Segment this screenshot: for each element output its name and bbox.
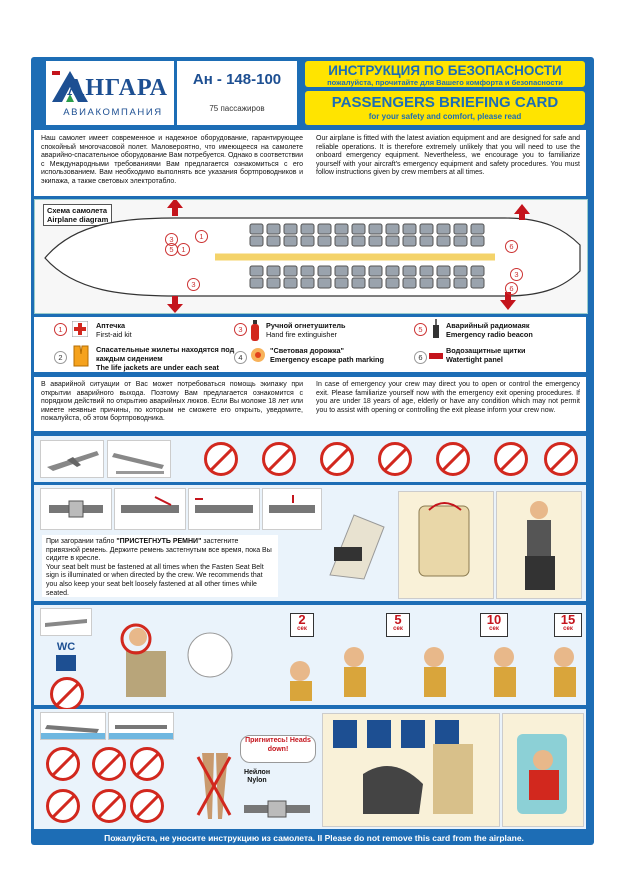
no-high-heels-icon <box>46 789 80 823</box>
seatbelt-release-icon <box>263 489 321 529</box>
seatbelt-step-3 <box>188 488 260 530</box>
passenger-seat <box>454 278 467 288</box>
passenger-seat <box>267 266 280 276</box>
passenger-seat <box>284 236 297 246</box>
exit-text-ru: В аварийной ситуации от Вас может потребоваться помощь экипажу при открытии аварийного выхода. Поэтому Вам предлагается ознакомится с порядком действий по открытию аварийных люков. Если Вы моложе 18 лет или имеете неявные причины, по которым не сможете его открыть, уведомите, пожалуйста, об этом бортпроводника. <box>41 381 303 423</box>
diagram-label-ru: Схема самолета <box>47 206 108 215</box>
prohibition-row <box>34 436 586 482</box>
passenger-seat <box>250 278 263 288</box>
passenger-seat <box>352 236 365 246</box>
passenger-seat <box>335 278 348 288</box>
legend-num-1: 1 <box>54 323 67 336</box>
passenger-seat <box>284 266 297 276</box>
no-game-icon <box>378 442 412 476</box>
passenger-seat <box>454 266 467 276</box>
passenger-seat <box>250 224 263 234</box>
passenger-seat <box>250 236 263 246</box>
passenger-seat <box>301 236 314 246</box>
legend-num-4: 4 <box>234 351 247 364</box>
aircraft-ditching-icon <box>41 713 105 739</box>
footer-note: Пожалуйста, не уносите инструкцию из самолета. II Please do not remove this card from the airplane. <box>104 833 524 843</box>
wc-sign-icon <box>56 655 76 671</box>
watertight-panel-icon <box>429 353 443 359</box>
diagram-marker-6b: 6 <box>505 282 518 295</box>
passenger-seat <box>318 278 331 288</box>
passenger-seat <box>352 278 365 288</box>
passenger-seat <box>454 236 467 246</box>
legend-ru-2: Спасательные жилеты находятся под каждым сидением <box>96 345 235 363</box>
timer-unit-15: сек <box>563 626 573 632</box>
aircraft-slide-icon <box>109 713 173 739</box>
lavatory-aircraft-picture <box>40 608 92 636</box>
passenger-seat <box>369 278 382 288</box>
passenger-seat <box>420 224 433 234</box>
diagram-marker-1: 1 <box>195 230 208 243</box>
diagram-marker-5: 5 <box>165 243 178 256</box>
escape-path-icon <box>250 347 266 363</box>
timer-unit-5: сек <box>393 626 403 632</box>
brace-position-icon <box>323 714 499 826</box>
passenger-seat <box>301 278 314 288</box>
nylon-label <box>234 769 280 785</box>
intro-panel <box>34 130 586 196</box>
passenger-seat <box>284 224 297 234</box>
legend-item-5 <box>446 321 581 339</box>
timer-badge-10 <box>480 613 508 637</box>
diagram-marker-3: 3 <box>165 233 178 246</box>
no-cd-player-icon <box>262 442 296 476</box>
passenger-seat <box>301 224 314 234</box>
passenger-seat <box>335 266 348 276</box>
oxygen-mask-steps-picture <box>324 635 584 701</box>
nylon-label-ru: Нейлон <box>243 769 271 776</box>
seated-passenger-picture <box>496 491 582 599</box>
passenger-seat <box>318 236 331 246</box>
passenger-seat <box>471 224 484 234</box>
passenger-seat <box>437 278 450 288</box>
ditching-aircraft-picture <box>40 712 106 740</box>
life-jacket-icon <box>72 344 90 368</box>
oxygen-mask-section <box>34 605 586 705</box>
passenger-seat <box>318 266 331 276</box>
passenger-seat <box>420 278 433 288</box>
fuselage-drawing <box>35 200 587 313</box>
heads-down-bubble: Пригнитесь! Heads down! <box>240 735 316 763</box>
equipment-legend <box>34 317 586 372</box>
passenger-seat <box>437 266 450 276</box>
legend-en-2: The life jackets are under each seat <box>96 363 219 372</box>
legend-item-3 <box>266 321 416 339</box>
seatbelt-text-ru: застегните привязной ремень. Держите ремень застегнутым все время, пока Вы сидите в кресле. <box>46 538 272 563</box>
timer-unit-2: сек <box>297 626 307 632</box>
radio-beacon-icon <box>431 319 441 339</box>
intro-text-en: Our airplane is fitted with the latest aviation equipment and are designed for safe and reliable operations. It is therefore extremely unlikely that you will need to use the onboard emergency equipment. Nevertheless, we encourage you to familiarize yourself with your aircraft's emergency equipment and safety procedures. You must follow instructions given by crew members at all times. <box>316 135 580 177</box>
airline-name: АНГАРА <box>67 75 168 101</box>
no-shaver-icon <box>544 442 578 476</box>
passenger-seat <box>267 278 280 288</box>
seatbelt-text <box>42 535 278 597</box>
seatbelt-text-ru-prefix: При загорании табло <box>46 538 115 545</box>
passenger-seat <box>454 224 467 234</box>
aircraft-takeoff-picture <box>40 440 104 478</box>
brace-position-picture <box>322 713 500 827</box>
passenger-seat <box>369 266 382 276</box>
passenger-seat <box>352 266 365 276</box>
legend-num-6: 6 <box>414 351 427 364</box>
passenger-seat <box>386 266 399 276</box>
title-ru-banner <box>305 61 585 87</box>
legend-ru-3: Ручной огнетушитель <box>266 321 346 330</box>
exit-instructions-panel <box>34 377 586 431</box>
title-ru: ИНСТРУКЦИЯ ПО БЕЗОПАСНОСТИ <box>328 63 562 78</box>
passenger-seat <box>420 236 433 246</box>
exit-text-en: In case of emergency your crew may direct you to open or control the emergency exit. Please familiarize yourself now with the emergency exit opening procedures. If you are under 18 years of age, elderly or have any condition which may not permit you to assist with opening or controlling the exit please inform your crew now. <box>316 381 580 414</box>
seat-recline-icon <box>399 492 493 598</box>
no-smoking-passenger-picture <box>96 611 176 701</box>
legend-en-4: Emergency escape path marking <box>270 355 384 364</box>
passenger-capacity: 75 пассажиров <box>209 104 265 113</box>
seatbelt-step-2 <box>114 488 186 530</box>
timer-badge-2 <box>290 613 314 637</box>
legend-en-1: First-aid kit <box>96 330 132 339</box>
intro-text-ru: Наш самолет имеет современное и надежное оборудование, гарантирующее спокойный многочасовой полет. Маловероятно, что имеющееся на самолете аварийно-спасательное оборудование Вам потребуется. Однако в соответствии с Международными требованиями Вам предлагается ознакомиться с его использованием. Вам необходимо выполнять все указания бортпроводников и экипажа, а также световых электротабло. <box>41 135 303 185</box>
passenger-seat <box>369 236 382 246</box>
fasten-seatbelt-sign: "ПРИСТЕГНУТЬ РЕМНИ" <box>116 538 202 545</box>
seatbelt-tighten-icon <box>189 489 259 529</box>
aircraft-model-box <box>177 61 297 125</box>
passenger-seat <box>437 224 450 234</box>
passenger-seat <box>267 236 280 246</box>
briefing-card <box>31 57 594 845</box>
seatbelt-step-1 <box>40 488 112 530</box>
passenger-seat <box>335 236 348 246</box>
aircraft-icon <box>41 609 91 635</box>
subtitle-ru: пожалуйста, прочитайте для Вашего комфорта и безопасности <box>327 78 563 87</box>
seatbelt-brace-picture <box>240 793 314 825</box>
passenger-seat <box>267 224 280 234</box>
passenger-seat <box>471 236 484 246</box>
no-jewelry-icon <box>92 789 126 823</box>
passenger-seat <box>386 236 399 246</box>
tray-table-picture <box>324 505 394 585</box>
landing-icon <box>108 441 170 477</box>
no-dentures-icon <box>130 789 164 823</box>
legend-en-6: Watertight panel <box>446 355 503 364</box>
seatbelt-fasten-icon <box>115 489 185 529</box>
passenger-seat <box>250 266 263 276</box>
passenger-seat <box>352 224 365 234</box>
wc-label: WC <box>56 641 76 653</box>
no-smoking-lavatory-icon <box>50 677 84 711</box>
seatbelt-step-4 <box>262 488 322 530</box>
child-brace-picture <box>502 713 584 827</box>
passenger-seat <box>471 278 484 288</box>
legend-en-3: Hand fire extinguisher <box>266 330 337 339</box>
passenger-seat <box>420 266 433 276</box>
nylon-stockings-picture <box>194 749 234 823</box>
no-pen-icon <box>46 747 80 781</box>
timer-unit-10: сек <box>489 626 499 632</box>
legend-item-6 <box>446 346 581 364</box>
legend-ru-6: Водозащитные щитки <box>446 346 526 355</box>
diagram-marker-3b: 3 <box>187 278 200 291</box>
aircraft-model: Ан - 148-100 <box>192 71 282 88</box>
seatbelt-text-en: Your seat belt must be fastened at all times when the Fasten Seat Belt sign is illuminated or when directed by the crew. We recommends that you also keep your seat belt loosely fastened at all other times while seated. <box>46 563 264 597</box>
no-music-player-icon <box>436 442 470 476</box>
no-laptop-icon <box>204 442 238 476</box>
timer-value-15: 15 <box>560 612 576 627</box>
passenger-seated-icon <box>497 492 581 598</box>
timer-badge-5 <box>386 613 410 637</box>
no-tie-icon <box>130 747 164 781</box>
diagram-marker-3c: 3 <box>510 268 523 281</box>
slide-aircraft-picture <box>108 712 174 740</box>
timer-value-5: 5 <box>394 612 402 627</box>
no-electronics-icon <box>320 442 354 476</box>
passenger-seat <box>403 278 416 288</box>
passenger-seat <box>471 266 484 276</box>
legend-num-5: 5 <box>414 323 427 336</box>
child-brace-icon <box>503 714 583 826</box>
passenger-seat <box>284 278 297 288</box>
airplane-diagram <box>34 199 588 314</box>
timer-value-2: 2 <box>298 612 306 627</box>
nylon-label-en: Nylon <box>247 777 267 784</box>
title-en-banner <box>305 91 585 125</box>
legend-ru-5: Аварийный радиомаяк <box>446 321 530 330</box>
aircraft-landing-picture <box>107 440 171 478</box>
passenger-seat <box>403 224 416 234</box>
passenger-seat <box>403 266 416 276</box>
seatbelt-section <box>34 485 586 601</box>
legend-num-3: 3 <box>234 323 247 336</box>
diagram-marker-1b: 1 <box>177 243 190 256</box>
seat-back-picture <box>398 491 494 599</box>
legend-ru-1: Аптечка <box>96 321 126 330</box>
passenger-seat <box>437 236 450 246</box>
no-glasses-icon <box>92 747 126 781</box>
subtitle-en: for your safety and comfort, please read <box>368 112 522 121</box>
passenger-seat <box>335 224 348 234</box>
timer-badge-15 <box>554 613 582 637</box>
passenger-seat <box>301 266 314 276</box>
diagram-marker-6: 6 <box>505 240 518 253</box>
legend-en-5: Emergency radio beacon <box>446 330 533 339</box>
legend-item-4 <box>270 346 430 364</box>
passenger-seat <box>386 224 399 234</box>
passenger-seat <box>386 278 399 288</box>
seatbelt-buckle-icon <box>41 489 111 529</box>
passenger-seat <box>369 224 382 234</box>
passenger-seat <box>318 224 331 234</box>
first-aid-icon <box>72 321 88 337</box>
legend-num-2: 2 <box>54 351 67 364</box>
fire-extinguisher-icon <box>250 319 260 341</box>
evacuation-section <box>34 709 586 829</box>
legend-item-1 <box>96 321 236 339</box>
airline-logo <box>46 61 174 125</box>
diagram-label-en: Airplane diagram <box>47 215 109 224</box>
timer-value-10: 10 <box>486 612 502 627</box>
passenger-seat <box>403 236 416 246</box>
airline-subtitle: АВИАКОМПАНИЯ <box>63 107 163 118</box>
no-mobile-phone-icon <box>494 442 528 476</box>
legend-ru-4: "Световая дорожка" <box>270 346 344 355</box>
takeoff-icon <box>41 441 103 477</box>
title-en: PASSENGERS BRIEFING CARD <box>331 94 559 111</box>
